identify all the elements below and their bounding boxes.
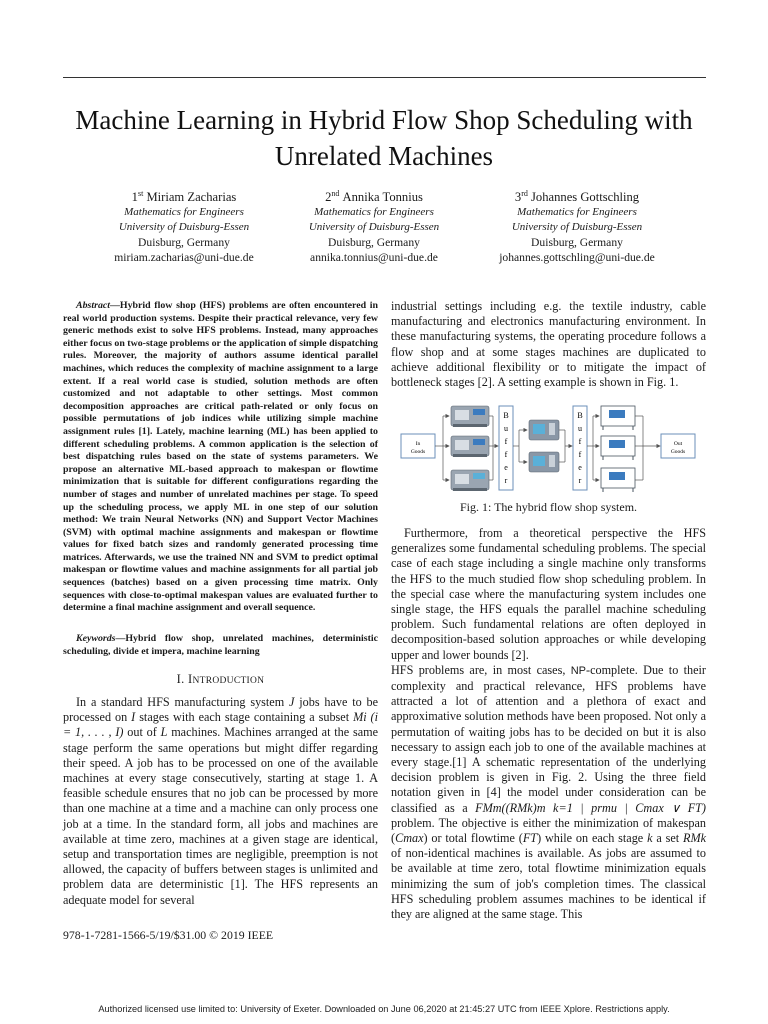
- author-dept: Mathematics for Engineers: [314, 206, 434, 219]
- author-3: [467, 186, 687, 265]
- in-goods-label: In: [415, 441, 421, 447]
- buffer-letter: u: [578, 424, 582, 433]
- math-symbol: I: [131, 710, 136, 725]
- abstract: [63, 300, 378, 615]
- math-symbol: RMk: [683, 831, 707, 846]
- buffer-letter: e: [504, 463, 508, 472]
- np-term: NP: [570, 664, 587, 677]
- paper-title: Machine Learning in Hybrid Flow Shop Scheduling with Unrelated Machines: [75, 105, 693, 171]
- author-order: 1: [131, 190, 138, 205]
- body-text: of non-identical machines is available. As jobs are assumed to be available at time zero, total flowtime minimization equals minimizing the sum of job's completion times. The classical HFS scheduling problem assumes machines to be identical if they are aligned at the same stage. This: [391, 846, 706, 922]
- buffer-letter: r: [578, 476, 582, 485]
- author-1: [74, 186, 294, 265]
- author-city: Duisburg, Germany: [138, 236, 230, 250]
- robot-arm-icon: [601, 436, 635, 460]
- milling-machine-icon: [529, 420, 559, 440]
- body-paragraph: industrial settings including e.g. the textile industry, cable manufacturing and electronics manufacturing environment. In these manufacturing systems, the operating procedure follows a flow shop and at some stages machines are duplicated to achieve additional flexibility or to mitigate the impact of bottleneck stages [2]. A setting example is shown in Fig. 1.: [391, 299, 706, 390]
- body-text: -complete. Due to their complexity and practical relevance, HFS problems have attracted a lot of attention and a plethora of exact and approximative solution methods have been proposed. Not only a permutation of waiting jobs has to be decided on but it is also necessary to assign each job to one of the available machines at every stage.[1] A schematic representation of the underlying decision problem is given in Fig. 2. Using the three field notation given in [4] the model under consideration can be classified as a: [391, 662, 706, 815]
- author-order: 3: [514, 190, 522, 205]
- author-order: 2: [325, 190, 332, 205]
- out-goods-label: Out: [673, 441, 683, 447]
- math-symbol: L: [160, 725, 168, 740]
- math-symbol: Cmax: [395, 831, 424, 846]
- license-footer: Authorized licensed use limited to: University of Exeter. Downloaded on June 06,2020 at 21:45:27 UTC from IEEE Xplore. Restrictions apply.: [98, 1004, 670, 1014]
- math-expression: FMm((RMk)m k=1 | prmu | Cmax ∨ FT): [475, 800, 706, 815]
- author-dept: Mathematics for Engineers: [124, 206, 244, 219]
- buffer-letter: f: [578, 437, 582, 446]
- buffer-letter: r: [504, 476, 508, 485]
- intro-text: jobs have to be processed on: [63, 695, 378, 725]
- body-paragraph: Furthermore, from a theoretical perspective the HFS generalizes some fundamental scheduling problems. The special case of each stage including a single machine only transforms the HFS to the much studied flow shop scheduling problem. In the special case where the manufacturing system includes one single stage, the HFS equals the parallel machine scheduling problem. Such fundamental relations are often deployed in decomposition-based solution approaches or while developing upper and lower bounds [2].: [391, 526, 706, 662]
- robot-arm-icon: [601, 406, 635, 430]
- intro-paragraph: [63, 695, 378, 908]
- author-2: [264, 186, 484, 265]
- abstract-text: —Hybrid flow shop (HFS) problems are often encountered in real world production systems. Despite their practical relevance, very few generic methods exist to solve HFS problems. Instead, many approaches either focus on two-stage problems or the application of simple dispatching rules. Moreover, the majority of authors assume identical parallel machines, which reduces the complexity of machine assignment to a large extent. If a real world case is studied, solution methods are often customized and not adaptable to other settings. Most common decomposition approaches are critical path-related or only focus on possible permutations of job indices while utilizing simple machine assignment rules [1]. Lately, machine learning (ML) has been applied to different scheduling problems. A common application is the selection of best dispatching rules based on the state of systems parameters. We propose an alternative ML-based approach to makespan or flowtime minimization that is suitable for different configurations regarding the number of stages and number of unrelated machines per stage. To speed up the scheduling process, we apply ML in one step of our solution method: We train Neural Networks (NN) and Support Vector Machines (SVM) with optimal machine assignments and makespan or flowtime values for fixed batch sizes and randomly generated processing time matrices. Afterwards, we use the trained NN and SVM to predict optimal makespan or flowtime values and machine assignments for all partial job sequences (batches) based on a given processing time matrix. Only sequences with close-to-optimal makespan values are evaluated further to determine a final machine assignment and overall sequence.: [63, 300, 378, 614]
- buffer-letter: B: [503, 411, 509, 420]
- keywords-text: —Hybrid flow shop, unrelated machines, deterministic scheduling, divide et impera, machine learning: [63, 633, 378, 657]
- author-city: Duisburg, Germany: [328, 236, 420, 250]
- in-goods-label: Goods: [410, 449, 426, 455]
- author-order-sup: st: [137, 189, 144, 198]
- right-column-body: [391, 526, 706, 922]
- keywords: [63, 633, 378, 658]
- lathe-machine-icon: [451, 470, 489, 491]
- figure-caption: Fig. 1: The hybrid flow shop system.: [459, 500, 638, 514]
- author-dept: Mathematics for Engineers: [517, 206, 637, 219]
- math-symbol: k: [647, 831, 653, 846]
- buffer-letter: f: [578, 450, 582, 459]
- author-order-sup: rd: [521, 189, 528, 198]
- author-email[interactable]: annika.tonnius@uni-due.de: [310, 251, 438, 265]
- author-city: Duisburg, Germany: [531, 236, 623, 250]
- math-symbol: J: [289, 695, 295, 709]
- author-name: Annika Tonnius: [342, 190, 423, 205]
- hybrid-flow-shop-diagram: [399, 402, 697, 494]
- intro-text: machines. Machines arranged at the same stage perform the same operations but might differ regarding their speed. A job has to be processed on one of the available machines at every stage consecutively, starting at stage 1. A feasible schedule ensures that no job can be processed by more than one machine at a time and a machine can only process one job at a time. In the standard form, all jobs and machines are available at time zero, machines at a given stage are identical, setup and transportation times are negligible, preemption is not allowed, the capacity of buffers between stages is unlimited and problem data are deterministic [1]. The HFS represents an adequate model for several: [63, 725, 379, 907]
- section-number: I.: [176, 672, 185, 686]
- keywords-heading: Keywords: [76, 633, 116, 644]
- author-email[interactable]: johannes.gottschling@uni-due.de: [499, 251, 655, 265]
- buffer-letter: f: [504, 437, 508, 446]
- intro-text: out of: [123, 725, 161, 740]
- milling-machine-icon: [529, 452, 559, 472]
- author-name: Miriam Zacharias: [146, 190, 237, 205]
- math-symbol: Mi (i = 1, . . . , I): [63, 710, 379, 740]
- lathe-machine-icon: [451, 406, 489, 427]
- buffer-letter: e: [578, 463, 582, 472]
- robot-arm-icon: [601, 468, 635, 492]
- body-text: problem. The objective is either the minimization of makespan (: [391, 815, 706, 846]
- math-symbol: FT: [522, 831, 538, 846]
- buffer-letter: f: [504, 450, 508, 459]
- body-text: a set: [652, 831, 683, 846]
- body-text: ) while on each stage: [537, 831, 648, 846]
- section-title: INTRODUCTION: [187, 672, 265, 686]
- out-goods-label: Goods: [670, 449, 686, 455]
- right-column-top: [391, 299, 706, 390]
- body-text: HFS problems are, in most cases,: [391, 662, 571, 677]
- intro-text: stages with each stage containing a subset: [135, 710, 354, 725]
- author-name: Johannes Gottschling: [531, 190, 640, 205]
- intro-text: In a standard HFS manufacturing system: [76, 695, 290, 709]
- body-text: ) or total flowtime (: [423, 831, 523, 846]
- author-order-sup: nd: [331, 189, 340, 198]
- author-univ: University of Duisburg-Essen: [511, 221, 643, 234]
- abstract-heading: Abstract: [76, 300, 111, 311]
- section-heading: [63, 672, 378, 687]
- author-univ: University of Duisburg-Essen: [308, 221, 440, 234]
- author-univ: University of Duisburg-Essen: [118, 221, 250, 234]
- lathe-machine-icon: [451, 436, 489, 457]
- isbn-line: 978-1-7281-1566-5/19/$31.00 © 2019 IEEE: [63, 928, 274, 942]
- top-rule: [63, 77, 706, 78]
- buffer-letter: B: [577, 411, 583, 420]
- buffer-letter: u: [504, 424, 508, 433]
- author-email[interactable]: miriam.zacharias@uni-due.de: [114, 251, 254, 265]
